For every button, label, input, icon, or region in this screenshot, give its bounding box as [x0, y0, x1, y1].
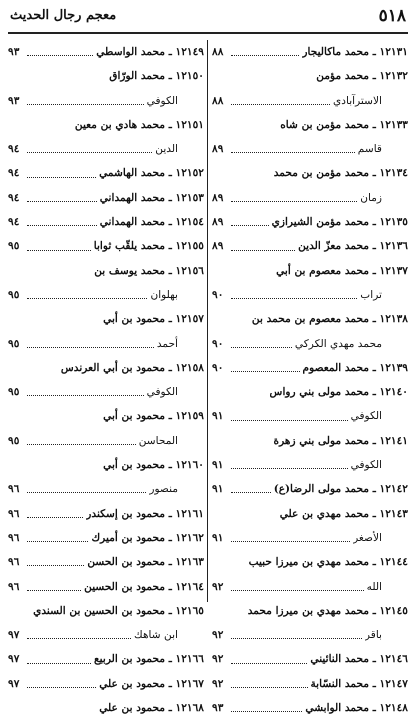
index-entry [8, 672, 204, 696]
entry-page-number: ٩٠ [212, 337, 224, 350]
index-entry-continuation [8, 137, 204, 161]
column-divider [207, 40, 208, 602]
index-entry [8, 696, 204, 720]
index-entry [212, 550, 408, 574]
entry-page-number: ٩٢ [212, 629, 224, 642]
page-header [8, 6, 408, 34]
entry-page-number: ٩٣ [8, 94, 20, 107]
entry-page-number: ٩٦ [8, 483, 20, 496]
index-column-right [212, 40, 408, 715]
index-entry [8, 453, 204, 477]
index-entry [212, 113, 408, 137]
dot-leader [231, 589, 364, 591]
index-entry-continuation [8, 477, 204, 501]
dot-leader [231, 151, 355, 153]
index-entry-continuation [212, 575, 408, 599]
entry-text: الكوفي [146, 94, 178, 107]
entry-text: باقر [364, 629, 382, 642]
entry-text: ١٢١٦١ ـ محمود بن إسكندر [86, 507, 204, 520]
entry-text: زمان [360, 191, 382, 204]
dot-leader [231, 249, 295, 251]
entry-text: المحاسن [138, 434, 178, 447]
entry-page-number: ٨٩ [212, 143, 224, 156]
entry-text: الكوفي [350, 459, 382, 472]
index-entry [212, 477, 408, 501]
index-entry [8, 234, 204, 258]
entry-text: ١٢١٥٩ ـ محمود بن أبي [103, 410, 204, 423]
entry-text: ١٢١٤٣ ـ محمد مهدي بن علي [279, 507, 408, 520]
dot-leader [27, 491, 146, 493]
index-entry [212, 210, 408, 234]
entry-page-number: ٩٣ [8, 46, 20, 58]
dot-leader [27, 103, 144, 105]
entry-page-number: ٩٢ [212, 677, 224, 690]
entry-page-number: ٩٧ [8, 629, 20, 642]
index-entry [8, 599, 204, 623]
index-entry-continuation [212, 137, 408, 161]
entry-page-number: ٩١ [212, 483, 224, 496]
entry-text: ١٢١٣٩ ـ محمد المعصوم [302, 361, 408, 374]
index-entry-continuation [8, 283, 204, 307]
entry-text: ١٢١٥٢ ـ محمد الهاشمي [99, 167, 204, 180]
entry-text: ١٢١٦٠ ـ محمود بن أبي [103, 459, 204, 472]
entry-text: ١٢١٦٧ ـ محمود بن علي [99, 677, 204, 690]
index-entry [8, 307, 204, 331]
dot-leader [231, 491, 271, 493]
entry-text: ١٢١٤٦ ـ محمد النائيني [310, 653, 408, 666]
index-entry [8, 502, 204, 526]
index-entry [212, 599, 408, 623]
index-entry [8, 550, 204, 574]
page-number: ٥١٨ [378, 6, 406, 26]
entry-text: ١٢١٣٢ ـ محمد مؤمن [316, 70, 408, 83]
entry-page-number: ٩٦ [8, 556, 20, 569]
entry-text: ١٢١٤٤ ـ محمد مهدي بن ميرزا حبيب [248, 556, 408, 569]
index-entry [212, 259, 408, 283]
entry-page-number: ٩٢ [212, 653, 224, 666]
index-entry [212, 40, 408, 64]
entry-text: ١٢١٦٣ ـ محمود بن الحسن [87, 556, 204, 569]
index-entry [8, 404, 204, 428]
index-entry [212, 696, 408, 720]
entry-text: الدين [155, 143, 178, 156]
entry-page-number: ٩٤ [8, 167, 20, 180]
entry-text: منصور [149, 483, 178, 496]
index-entry [8, 64, 204, 88]
dot-leader [231, 54, 299, 56]
entry-text: ١٢١٦٦ ـ محمود بن الربيع [94, 653, 204, 666]
index-entry-continuation [212, 623, 408, 647]
dot-leader [231, 419, 348, 421]
index-entry [8, 40, 204, 64]
entry-page-number: ٩٥ [8, 434, 20, 447]
dot-leader [27, 297, 147, 299]
dot-leader [231, 637, 362, 639]
entry-page-number: ٩٤ [8, 143, 20, 156]
entry-page-number: ٩٥ [8, 337, 20, 350]
entry-page-number: ٩١ [212, 531, 224, 544]
index-entry [8, 113, 204, 137]
book-title: معجم رجال الحديث [10, 8, 117, 23]
index-entry-continuation [8, 89, 204, 113]
dot-leader [27, 249, 91, 251]
index-entry [212, 161, 408, 185]
dot-leader [27, 346, 154, 348]
entry-text: ١٢١٣١ ـ محمد ماكاليجار [302, 46, 408, 58]
dot-leader [27, 54, 93, 56]
entry-text: ١٢١٦٥ ـ محمود بن الحسين بن السندي [33, 604, 204, 617]
index-entry [212, 356, 408, 380]
dot-leader [27, 200, 97, 202]
entry-text: ١٢١٥٦ ـ محمد يوسف بن [94, 264, 204, 277]
entry-page-number: ٨٩ [212, 240, 224, 253]
entry-page-number: ٩٦ [8, 580, 20, 593]
index-column-left [8, 40, 204, 715]
entry-page-number: ٩١ [212, 459, 224, 472]
index-entry-continuation [8, 429, 204, 453]
entry-text: ١٢١٥٤ ـ محمد الهمداني [99, 216, 204, 229]
dot-leader [231, 224, 269, 226]
entry-page-number: ٩٦ [8, 507, 20, 520]
entry-page-number: ٨٩ [212, 216, 224, 229]
entry-page-number: ٩٠ [212, 361, 224, 374]
entry-text: ١٢١٣٤ ـ محمد مؤمن بن محمد [273, 167, 408, 180]
index-entry-continuation [212, 89, 408, 113]
dot-leader [27, 176, 96, 178]
index-entry [212, 234, 408, 258]
index-entry [8, 210, 204, 234]
entry-page-number: ٨٩ [212, 191, 224, 204]
dot-leader [231, 200, 357, 202]
entry-text: الكوفي [146, 386, 178, 399]
entry-page-number: ٩١ [212, 410, 224, 423]
entry-page-number: ٩٠ [212, 288, 224, 301]
index-entry-continuation [212, 526, 408, 550]
index-entry-continuation [8, 380, 204, 404]
entry-text: الاسترآبادي [332, 94, 382, 107]
dot-leader [27, 516, 83, 518]
index-entry [212, 502, 408, 526]
index-entry-continuation [8, 332, 204, 356]
dot-leader [231, 297, 357, 299]
entry-page-number: ٩٥ [8, 386, 20, 399]
entry-page-number: ٨٨ [212, 94, 224, 107]
dot-leader [27, 637, 131, 639]
dot-leader [27, 540, 88, 542]
entry-text: ١٢١٤٥ ـ محمد مهدي بن ميرزا محمد [247, 604, 408, 617]
dot-leader [27, 443, 136, 445]
index-entry-continuation [212, 283, 408, 307]
index-entry [8, 161, 204, 185]
dot-leader [27, 662, 91, 664]
dot-leader [231, 662, 307, 664]
entry-page-number: ٩٢ [212, 580, 224, 593]
entry-text: ١٢١٣٨ ـ محمد معصوم بن محمد بن [251, 313, 408, 326]
dot-leader [27, 151, 152, 153]
entry-page-number: ٩٤ [8, 191, 20, 204]
index-entry [212, 672, 408, 696]
entry-text: قاسم [357, 143, 382, 156]
index-entry-continuation [8, 623, 204, 647]
dot-leader [231, 540, 350, 542]
index-entry [212, 380, 408, 404]
dot-leader [27, 686, 96, 688]
entry-text: ١٢١٤٠ ـ محمد مولى بني رواس [269, 386, 408, 399]
index-entry [8, 259, 204, 283]
entry-text: ١٢١٤٨ ـ محمد الوابشي [305, 702, 408, 715]
index-entry [8, 526, 204, 550]
index-entry [8, 647, 204, 671]
index-entry [8, 356, 204, 380]
entry-page-number: ٩٧ [8, 653, 20, 666]
dot-leader [27, 564, 84, 566]
entry-text: ١٢١٣٧ ـ محمد معصوم بن أبي [276, 264, 408, 277]
index-entry [212, 647, 408, 671]
dot-leader [231, 686, 308, 688]
entry-text: ١٢١٥٨ ـ محمود بن أبي العرندس [60, 361, 204, 374]
entry-text: ١٢١٥٥ ـ محمد يلقّب ثوابا [93, 240, 204, 253]
entry-text: ١٢١٤٧ ـ محمد النسّابة [310, 677, 408, 690]
index-entry [212, 307, 408, 331]
index-entry [212, 64, 408, 88]
entry-page-number: ٩٥ [8, 288, 20, 301]
entry-text: ابن شاهك [134, 629, 178, 642]
dot-leader [27, 589, 81, 591]
entry-text: ١٢١٦٢ ـ محمود بن أميرك [91, 531, 204, 544]
dot-leader [231, 467, 348, 469]
entry-text: ١٢١٦٤ ـ محمود بن الحسين [84, 580, 204, 593]
entry-text: ١٢١٦٨ ـ محمود بن علي [99, 702, 204, 715]
entry-page-number: ٩٥ [8, 240, 20, 253]
index-entry [8, 186, 204, 210]
entry-text: أحمد [156, 337, 178, 350]
entry-page-number: ٩٦ [8, 531, 20, 544]
dot-leader [27, 394, 144, 396]
entry-text: ١٢١٣٣ ـ محمد مؤمن بن شاه [280, 118, 408, 131]
entry-text: الله [366, 580, 382, 593]
dot-leader [231, 710, 302, 712]
entry-page-number: ٨٨ [212, 46, 224, 58]
entry-text: ١٢١٣٥ ـ محمد مؤمن الشيرازي [271, 216, 408, 229]
entry-text: ١٢١٣٦ ـ محمد معزّ الدين [298, 240, 408, 253]
entry-text: محمد مهدي الكركي [294, 337, 382, 350]
entry-text: ١٢١٥٣ ـ محمد الهمداني [99, 191, 204, 204]
entry-text: ١٢١٥١ ـ محمد هادي بن معين [74, 118, 204, 131]
entry-text: ١٢١٤٩ ـ محمد الواسطي [96, 46, 204, 58]
dot-leader [231, 370, 300, 372]
index-entry-continuation [212, 404, 408, 428]
dot-leader [231, 346, 292, 348]
entry-page-number: ٩٣ [212, 702, 224, 715]
entry-text: تراب [360, 288, 382, 301]
entry-text: الكوفي [350, 410, 382, 423]
entry-text: ١٢١٥٧ ـ محمود بن أبي [103, 313, 204, 326]
dot-leader [231, 103, 330, 105]
index-entry [8, 575, 204, 599]
entry-text: ١٢١٤٢ ـ محمد مولى الرضا(ع) [273, 483, 408, 496]
dot-leader [27, 224, 97, 226]
entry-page-number: ٩٤ [8, 216, 20, 229]
index-entry-continuation [212, 332, 408, 356]
entry-text: ١٢١٤١ ـ محمد مولى بني زهرة [273, 434, 408, 447]
index-entry-continuation [212, 186, 408, 210]
index-entry-continuation [212, 453, 408, 477]
entry-text: الأصغر [353, 531, 382, 544]
index-entry [212, 429, 408, 453]
entry-text: بهلوان [150, 288, 178, 301]
entry-text: ١٢١٥٠ ـ محمد الورّاق [109, 70, 204, 83]
entry-page-number: ٩٧ [8, 677, 20, 690]
